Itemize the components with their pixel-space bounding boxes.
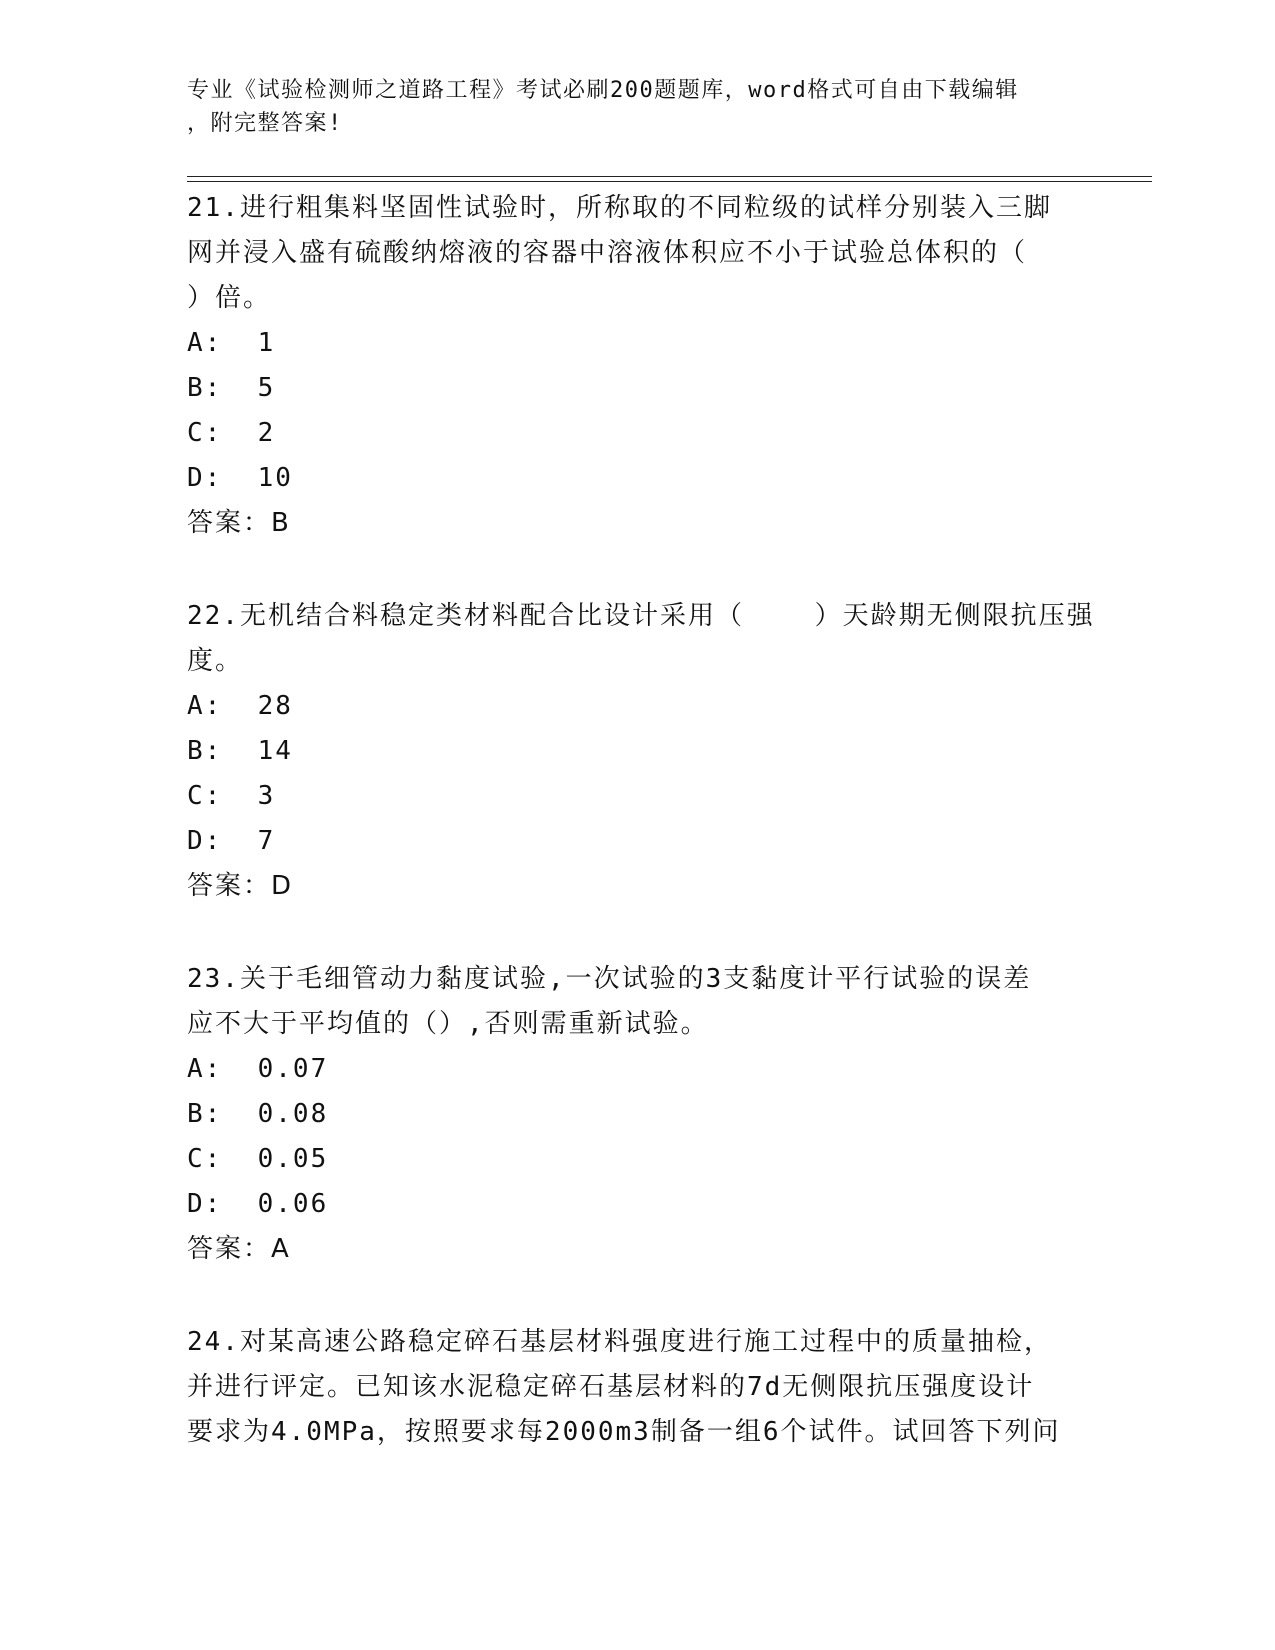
question-stem-line: 网并浸入盛有硫酸纳熔液的容器中溶液体积应不小于试验总体积的（	[187, 238, 1028, 268]
question-stem-line: 24.对某高速公路稳定碎石基层材料强度进行施工过程中的质量抽检，	[187, 1327, 1052, 1357]
option-d: D: 0.06	[187, 1189, 329, 1219]
option-a: A: 28	[187, 691, 293, 721]
option-a: A: 0.07	[187, 1054, 329, 1084]
option-b: B: 5	[187, 373, 276, 403]
header-line-1: 专业《试验检测师之道路工程》考试必刷200题题库，word格式可自由下载编辑	[187, 78, 1019, 103]
question-stem-line: 23.关于毛细管动力黏度试验,一次试验的3支黏度计平行试验的误差	[187, 964, 1032, 994]
answer: 答案：B	[187, 508, 291, 538]
option-c: C: 3	[187, 781, 276, 811]
question-stem-line: 并进行评定。已知该水泥稳定碎石基层材料的7d无侧限抗压强度设计	[187, 1372, 1035, 1402]
option-c: C: 0.05	[187, 1144, 329, 1174]
question-23	[187, 957, 1077, 1272]
question-22	[187, 594, 1095, 909]
option-a: A: 1	[187, 328, 276, 358]
question-stem-line: 21.进行粗集料坚固性试验时，所称取的不同粒级的试样分别装入三脚	[187, 193, 1052, 223]
answer: 答案：A	[187, 1234, 291, 1264]
document-header	[187, 74, 1067, 140]
option-c: C: 2	[187, 418, 276, 448]
question-stem-line: 应不大于平均值的（）,否则需重新试验。	[187, 1009, 709, 1039]
question-24	[187, 1320, 1077, 1455]
option-d: D: 10	[187, 463, 293, 493]
question-stem-line: 22.无机结合料稳定类材料配合比设计采用（ ）天龄期无侧限抗压强	[187, 601, 1095, 631]
header-line-2: ，附完整答案!	[187, 111, 343, 136]
answer: 答案：D	[187, 871, 294, 901]
option-b: B: 14	[187, 736, 293, 766]
question-stem-line: 要求为4.0MPa，按照要求每2000m3制备一组6个试件。试回答下列问	[187, 1417, 1061, 1447]
option-d: D: 7	[187, 826, 276, 856]
header-divider-bottom	[187, 181, 1152, 182]
question-21	[187, 186, 1077, 546]
option-b: B: 0.08	[187, 1099, 329, 1129]
question-stem-line: 度。	[187, 646, 244, 676]
question-stem-line: ）倍。	[187, 283, 272, 313]
header-divider-top	[187, 176, 1152, 177]
